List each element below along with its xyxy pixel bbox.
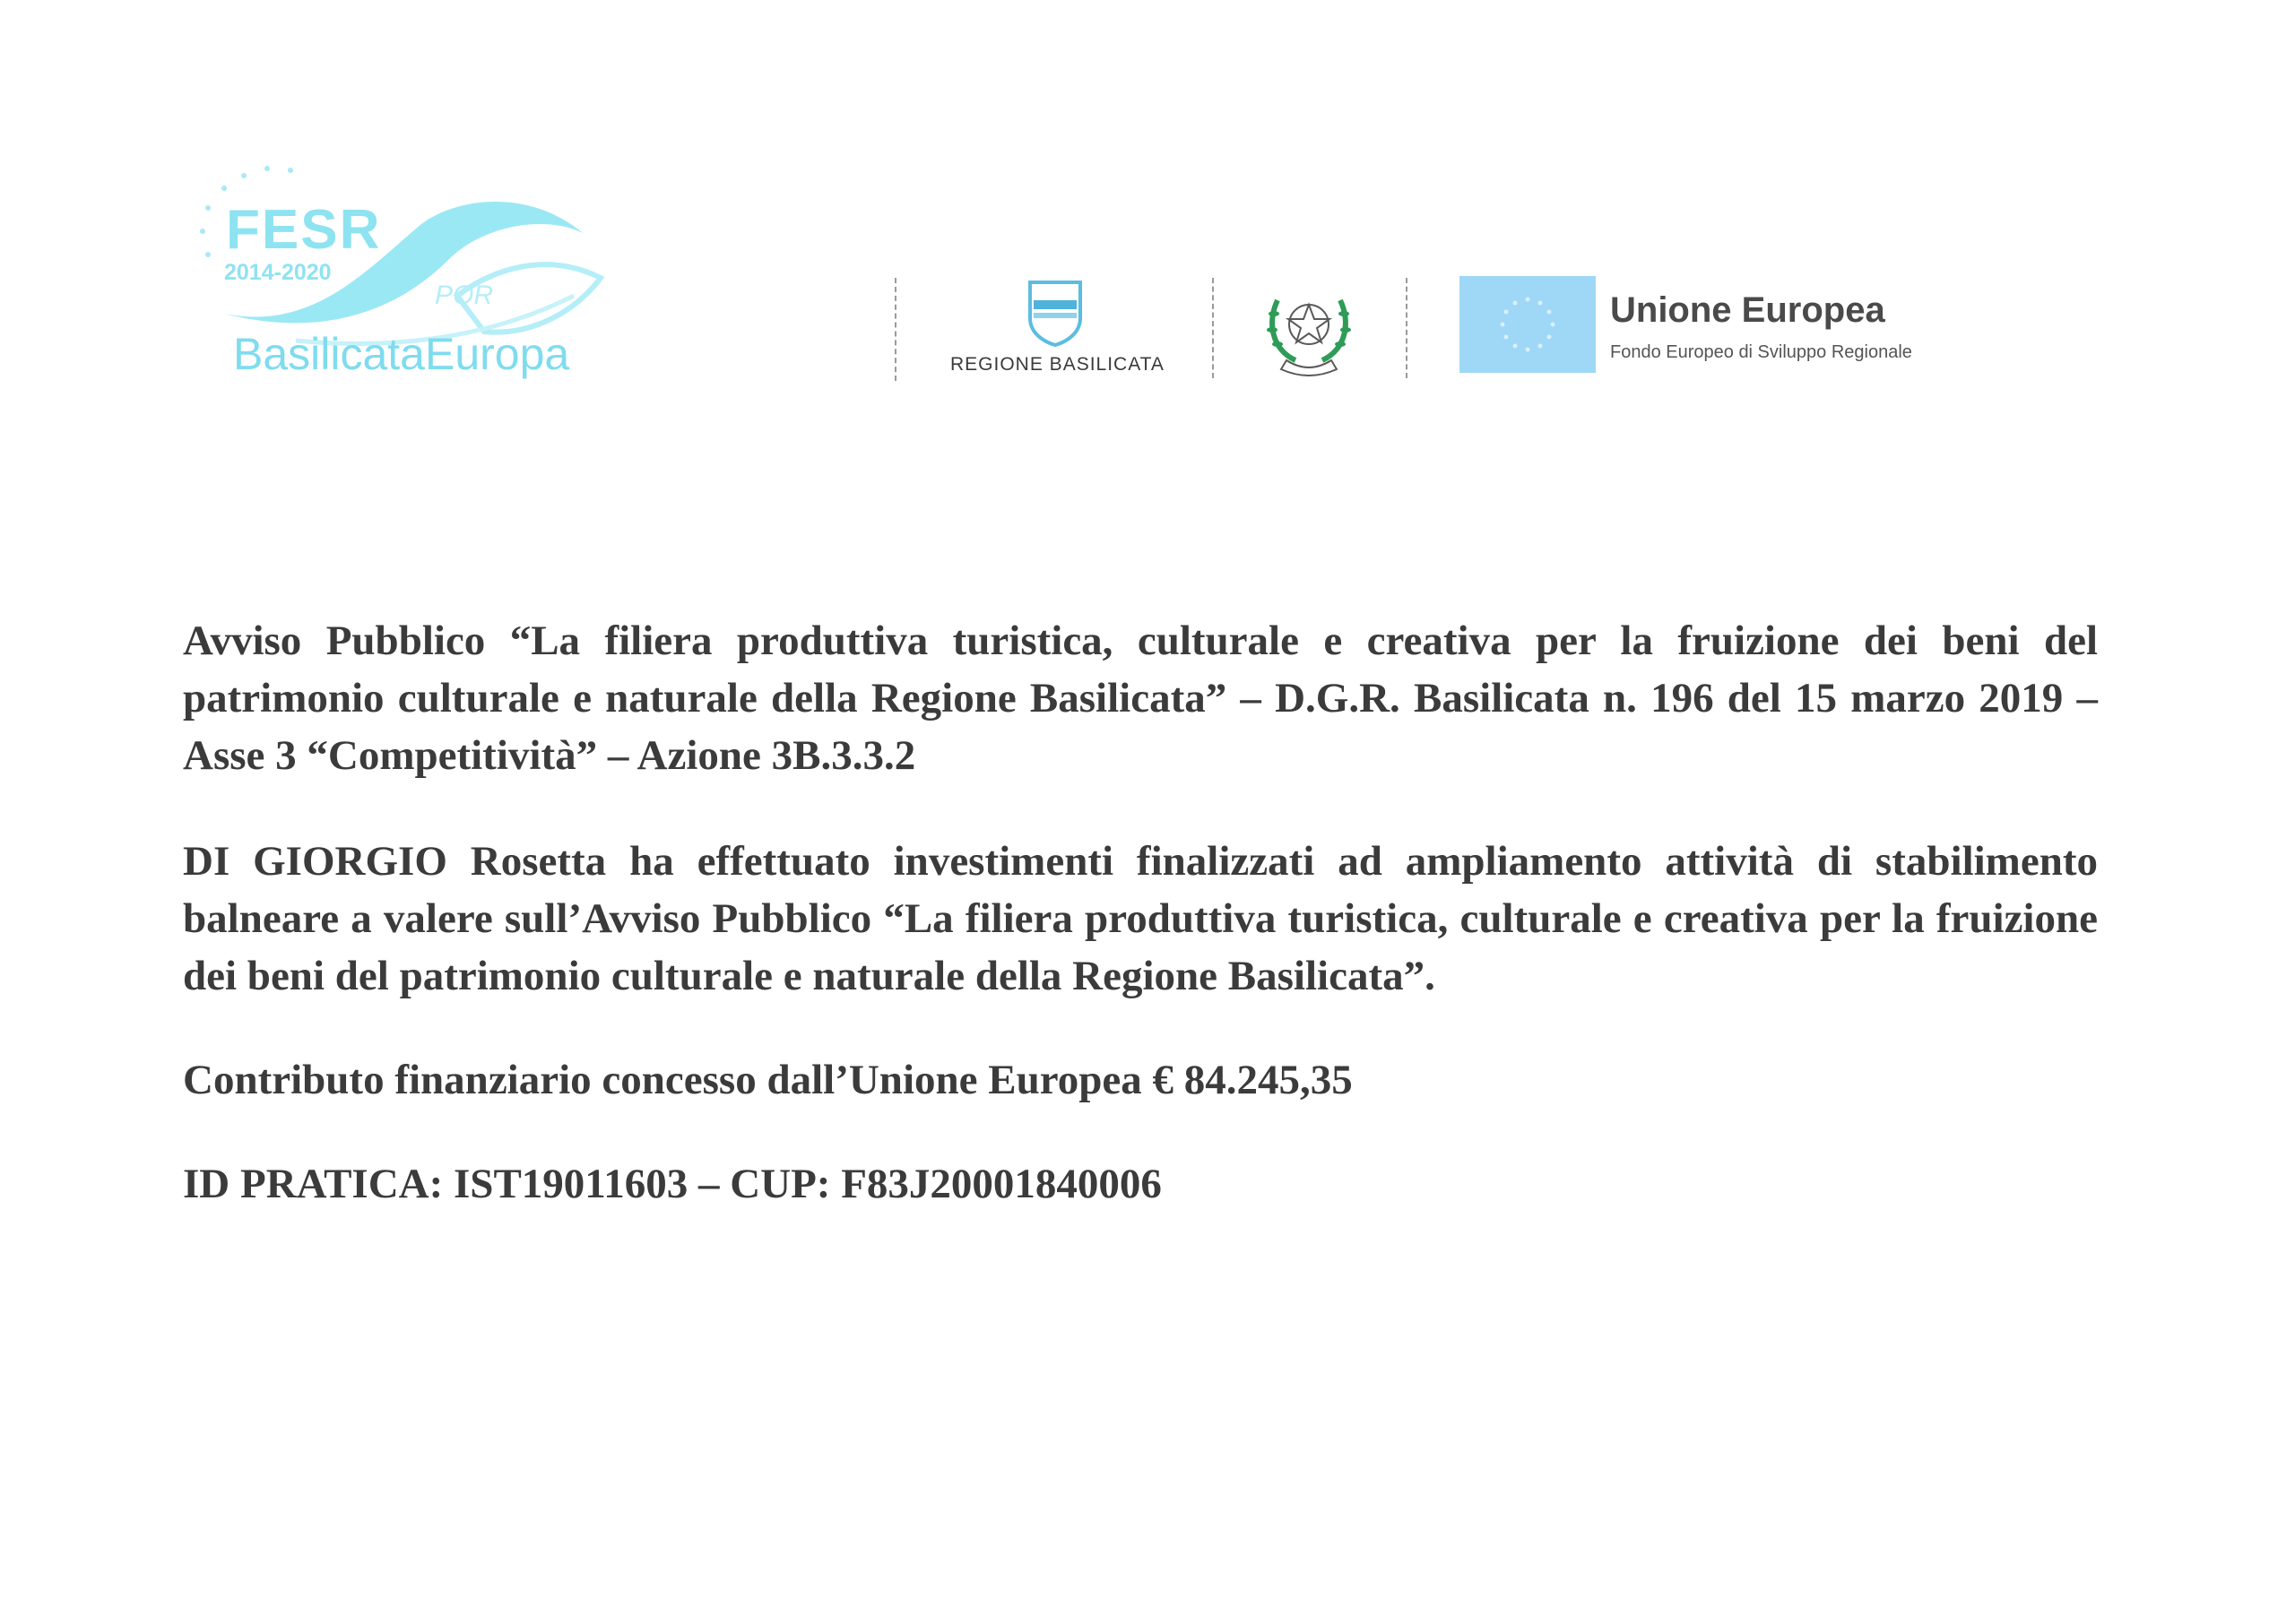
contribution-paragraph: Contributo finanziario concesso dall’Unione Europea € 84.245,35 (183, 1057, 1353, 1103)
eu-flag-icon (1459, 276, 1596, 373)
italian-republic-emblem-icon (1260, 278, 1358, 376)
regione-basilicata-logo (941, 273, 1174, 381)
eu-title: Unione Europea (1610, 290, 1885, 330)
id-pratica-line: ID PRATICA: IST19011603 – CUP: F83J20001840006 (183, 1161, 1162, 1207)
fesr-logo (188, 161, 619, 394)
notice-paragraph: Avviso Pubblico “La filiera produttiva turistica, culturale e creativa per la fruizione dei beni del patrimonio culturale e naturale della Regione Basilicata” – D.G.R. Basilicata n. 196 del 15 marzo 2019 – Asse 3 “Competitività” – Azione 3B.3.3.2 (183, 618, 2098, 779)
regione-label: REGIONE BASILICATA (950, 354, 1165, 375)
fesr-por-label: POR (435, 281, 494, 310)
document-body (183, 612, 2098, 1213)
fesr-years: 2014-2020 (224, 260, 332, 285)
logo-divider (1212, 278, 1214, 378)
logo-divider (1406, 278, 1407, 378)
fesr-name: BasilicataEuropa (233, 329, 570, 379)
description-paragraph: DI GIORGIO Rosetta ha effettuato investimenti finalizzati ad ampliamento attività di stabilimento balneare a valere sull’Avviso Pubblico “La filiera produttiva turistica, culturale e creativa per la fruizione dei beni del patrimonio culturale e naturale della Regione Basilicata”. (183, 838, 2098, 999)
regione-shield-icon (1026, 279, 1084, 347)
eu-stars-icon (1459, 276, 1596, 373)
fesr-title: FESR (226, 199, 382, 261)
eu-subtitle: Fondo Europeo di Sviluppo Regionale (1610, 342, 1912, 362)
logo-divider (895, 278, 896, 381)
unione-europea-logo (1459, 276, 1997, 384)
